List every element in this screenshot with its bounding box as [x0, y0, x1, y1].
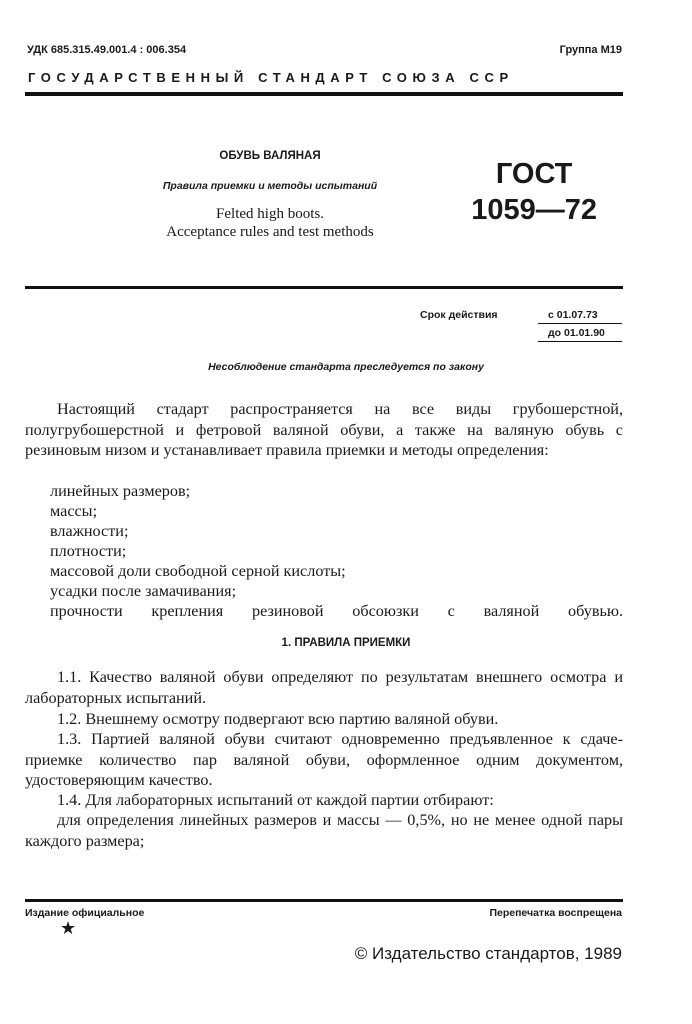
validity-label: Срок действия [420, 309, 498, 321]
list-item: линейных размеров; [50, 482, 191, 500]
section-paragraph: 1.1. Качество валяной обуви определяют по результатам внешнего осмотра и лабораторных испытаний. [25, 668, 623, 707]
reprint-notice: Перепечатка воспрещена [489, 907, 622, 919]
title-en-line2: Acceptance rules and test methods [166, 224, 374, 240]
state-standard-heading: ГОСУДАРСТВЕННЫЙ СТАНДАРТ СОЮЗА ССР [28, 70, 514, 85]
section-paragraph: 1.2. Внешнему осмотру подвергают всю партию валяной обуви. [57, 710, 499, 728]
title-en-line1: Felted high boots. [216, 206, 324, 222]
title-rule [25, 286, 623, 289]
intro-paragraph: Настоящий стадарт распространяется на все виды грубошерстной, полугрубошерстной и фетровой валяной обуви, а также на валяную обувь с резиновым низом и устанавливает правила приемки и методы определения: [25, 400, 623, 459]
list-item: плотности; [50, 542, 127, 560]
header-rule [25, 92, 623, 96]
legal-notice: Несоблюдение стандарта преследуется по закону [208, 361, 484, 373]
validity-underline [538, 341, 622, 342]
section-title: 1. ПРАВИЛА ПРИЕМКИ [281, 637, 411, 649]
list-item: влажности; [50, 522, 129, 540]
list-item: прочности крепления резиновой обсоюзки с валяной обувью. [50, 602, 623, 620]
validity-divider [538, 323, 622, 324]
udk-code: УДК 685.315.49.001.4 : 006.354 [27, 44, 187, 56]
section-paragraph: 1.3. Партией валяной обуви считают одновременно предъявленное к сдаче-приемке количество пар валяной обуви, оформленное одним документом, удостоверяющим качество. [25, 730, 623, 789]
list-item: массовой доли свободной серной кислоты; [50, 562, 346, 580]
group-code: Группа М19 [559, 44, 622, 56]
title-ru-main: ОБУВЬ ВАЛЯНАЯ [219, 150, 321, 162]
list-item: массы; [50, 502, 98, 520]
title-ru-sub: Правила приемки и методы испытаний [162, 180, 378, 192]
star-icon: ★ [60, 918, 77, 938]
copyright: © Издательство стандартов, 1989 [354, 944, 622, 963]
validity-to: до 01.01.90 [548, 327, 605, 339]
gost-number [471, 156, 597, 228]
footer-rule [25, 899, 623, 902]
gost-code: 1059—72 [471, 194, 597, 226]
gost-label: ГОСТ [495, 158, 573, 190]
section-paragraph: 1.4. Для лабораторных испытаний от каждой партии отбирают: [57, 791, 494, 809]
validity-from: с 01.07.73 [548, 309, 598, 321]
section-paragraph: для определения линейных размеров и массы — 0,5%, но не менее одной пары каждого размера; [25, 811, 623, 850]
list-item: усадки после замачивания; [50, 582, 237, 600]
official-edition: Издание официальное [25, 907, 145, 919]
